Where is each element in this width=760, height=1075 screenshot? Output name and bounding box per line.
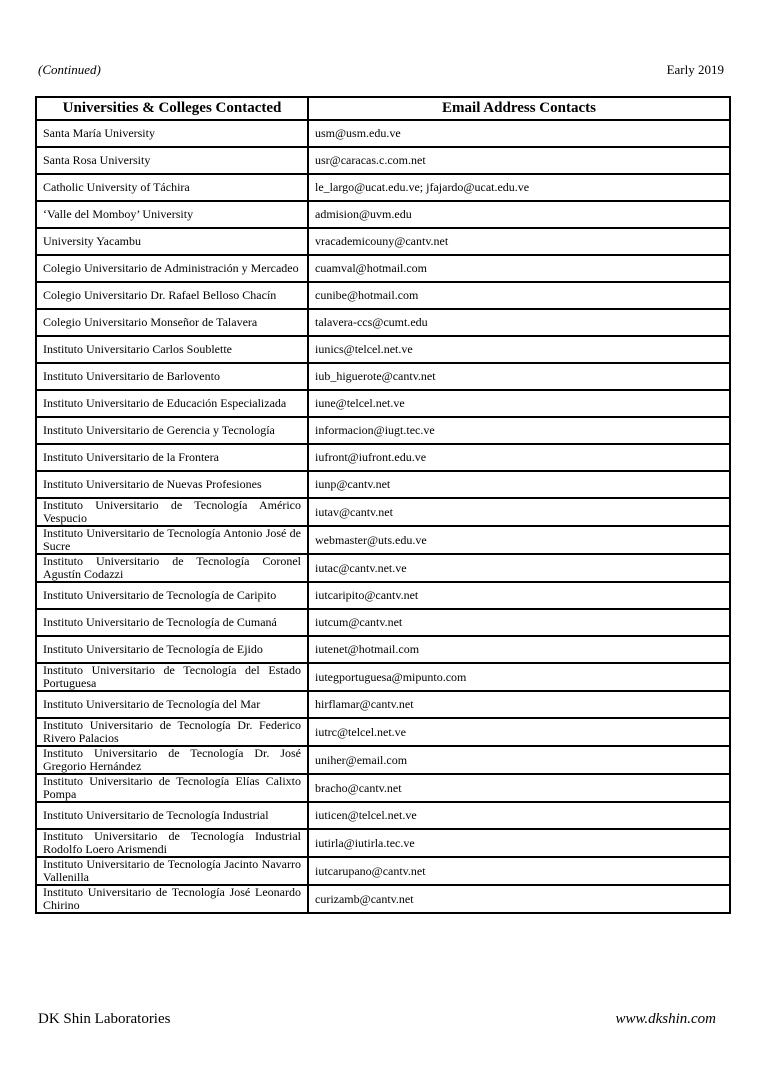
institution-name: Instituto Universitario de Tecnología Antonio José de Sucre [36,526,308,554]
table-row [36,663,730,691]
email-address: iutirla@iutirla.tec.ve [308,829,730,857]
institution-name: Instituto Universitario de Tecnología de Caripito [36,582,308,609]
institution-name: Catholic University of Táchira [36,174,308,201]
table-row [36,363,730,390]
institution-name: Instituto Universitario Carlos Soublette [36,336,308,363]
email-address: iutcarupano@cantv.net [308,857,730,885]
column-header-institutions: Universities & Colleges Contacted [36,97,308,120]
email-address: iune@telcel.net.ve [308,390,730,417]
contacts-table [35,96,731,914]
institution-name: Santa Rosa University [36,147,308,174]
email-address: iunp@cantv.net [308,471,730,498]
email-address: iutcum@cantv.net [308,609,730,636]
institution-name: Instituto Universitario de Nuevas Profesiones [36,471,308,498]
institution-name: Instituto Universitario de Barlovento [36,363,308,390]
table-row [36,282,730,309]
institution-name: ‘Valle del Momboy’ University [36,201,308,228]
institution-name: Instituto Universitario de Tecnología Dr. Federico Rivero Palacios [36,718,308,746]
table-row [36,498,730,526]
institution-name: Instituto Universitario de Gerencia y Tecnología [36,417,308,444]
institution-name: Instituto Universitario de Tecnología José Leonardo Chirino [36,885,308,913]
email-address: informacion@iugt.tec.ve [308,417,730,444]
institution-name: Instituto Universitario de la Frontera [36,444,308,471]
email-address: uniher@email.com [308,746,730,774]
email-address: iutenet@hotmail.com [308,636,730,663]
table-row [36,444,730,471]
email-address: iutac@cantv.net.ve [308,554,730,582]
email-address: admision@uvm.edu [308,201,730,228]
footer-website: www.dkshin.com [615,1011,716,1027]
institution-name: Instituto Universitario de Tecnología del Estado Portuguesa [36,663,308,691]
email-address: le_largo@ucat.edu.ve; jfajardo@ucat.edu.ve [308,174,730,201]
email-address: usr@caracas.c.com.net [308,147,730,174]
table-row [36,885,730,913]
email-address: bracho@cantv.net [308,774,730,802]
email-address: usm@usm.edu.ve [308,120,730,147]
institution-name: Colegio Universitario Dr. Rafael Belloso Chacín [36,282,308,309]
table-row [36,636,730,663]
institution-name: Instituto Universitario de Tecnología Elías Calixto Pompa [36,774,308,802]
email-address: iufront@iufront.edu.ve [308,444,730,471]
institution-name: Instituto Universitario de Tecnología Coronel Agustín Codazzi [36,554,308,582]
column-header-emails: Email Address Contacts [308,97,730,120]
table-row [36,774,730,802]
institution-name: University Yacambu [36,228,308,255]
email-address: hirflamar@cantv.net [308,691,730,718]
institution-name: Instituto Universitario de Tecnología de Ejido [36,636,308,663]
table-row [36,174,730,201]
table-row [36,336,730,363]
email-address: talavera-ccs@cumt.edu [308,309,730,336]
table-row [36,526,730,554]
table-row [36,309,730,336]
email-address: iuticen@telcel.net.ve [308,802,730,829]
table-row [36,829,730,857]
table-row [36,718,730,746]
table-row [36,201,730,228]
institution-name: Instituto Universitario de Tecnología Industrial Rodolfo Loero Arismendi [36,829,308,857]
institution-name: Instituto Universitario de Educación Especializada [36,390,308,417]
email-address: curizamb@cantv.net [308,885,730,913]
institution-name: Instituto Universitario de Tecnología Jacinto Navarro Vallenilla [36,857,308,885]
email-address: iutav@cantv.net [308,498,730,526]
email-address: iutegportuguesa@mipunto.com [308,663,730,691]
table-row [36,554,730,582]
email-address: iutcaripito@cantv.net [308,582,730,609]
institution-name: Colegio Universitario de Administración y Mercadeo [36,255,308,282]
email-address: vracademicouny@cantv.net [308,228,730,255]
institution-name: Instituto Universitario de Tecnología de Cumaná [36,609,308,636]
institution-name: Instituto Universitario de Tecnología Américo Vespucio [36,498,308,526]
email-address: cuamval@hotmail.com [308,255,730,282]
institution-name: Santa María University [36,120,308,147]
table-row [36,746,730,774]
table-row [36,390,730,417]
table-row [36,228,730,255]
table-row [36,582,730,609]
institution-name: Colegio Universitario Monseñor de Talavera [36,309,308,336]
table-row [36,120,730,147]
institution-name: Instituto Universitario de Tecnología Industrial [36,802,308,829]
table-row [36,471,730,498]
email-address: iub_higuerote@cantv.net [308,363,730,390]
table-row [36,147,730,174]
table-header-row [36,97,730,120]
institution-name: Instituto Universitario de Tecnología Dr. José Gregorio Hernández [36,746,308,774]
email-address: cunibe@hotmail.com [308,282,730,309]
email-address: iunics@telcel.net.ve [308,336,730,363]
table-row [36,609,730,636]
table-row [36,802,730,829]
date-label: Early 2019 [666,62,724,77]
table-row [36,857,730,885]
footer-company: DK Shin Laboratories [38,1011,171,1027]
table-row [36,417,730,444]
table-row [36,691,730,718]
continued-label: (Continued) [38,62,101,77]
email-address: webmaster@uts.edu.ve [308,526,730,554]
email-address: iutrc@telcel.net.ve [308,718,730,746]
table-row [36,255,730,282]
institution-name: Instituto Universitario de Tecnología del Mar [36,691,308,718]
